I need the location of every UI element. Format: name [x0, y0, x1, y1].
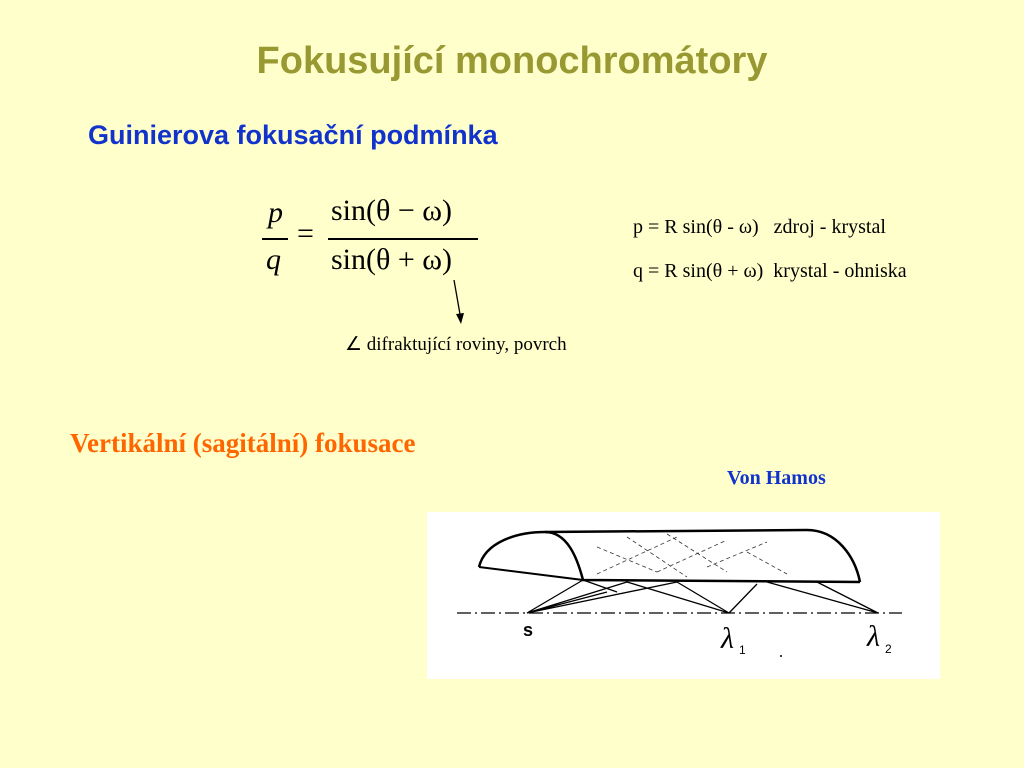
von-hamos-label: Von Hamos — [727, 467, 826, 489]
lambda2-subscript: 2 — [885, 642, 892, 656]
definitions — [633, 205, 907, 293]
section-heading-vertical: Vertikální (sagitální) fokusace — [70, 428, 416, 458]
formula-numerator: sin(θ − ω) — [331, 194, 453, 227]
angle-note: ∠ difraktující roviny, povrch — [345, 334, 567, 355]
von-hamos-sketch — [427, 512, 940, 679]
source-label: s — [523, 620, 534, 640]
lambda2-label: λ — [867, 620, 880, 653]
lambda1-subscript: 1 — [739, 643, 746, 657]
formula-q: q — [266, 243, 281, 276]
fraction-bar-right — [328, 238, 478, 240]
definition-p: p = R sin(θ - ω) zdroj - krystal — [633, 216, 886, 238]
von-hamos-diagram — [427, 512, 940, 679]
definition-q: q = R sin(θ + ω) krystal - ohniska — [633, 260, 907, 282]
page-title: Fokusující monochromátory — [256, 40, 768, 82]
lambda1-label: λ — [721, 622, 734, 655]
arrow-to-note — [440, 278, 480, 328]
formula-p: p — [268, 196, 283, 229]
formula-denominator: sin(θ + ω) — [331, 243, 453, 276]
fraction-bar-left — [262, 238, 288, 240]
section-heading-guinier: Guinierova fokusační podmínka — [88, 120, 498, 150]
formula-equals: = — [297, 217, 314, 250]
